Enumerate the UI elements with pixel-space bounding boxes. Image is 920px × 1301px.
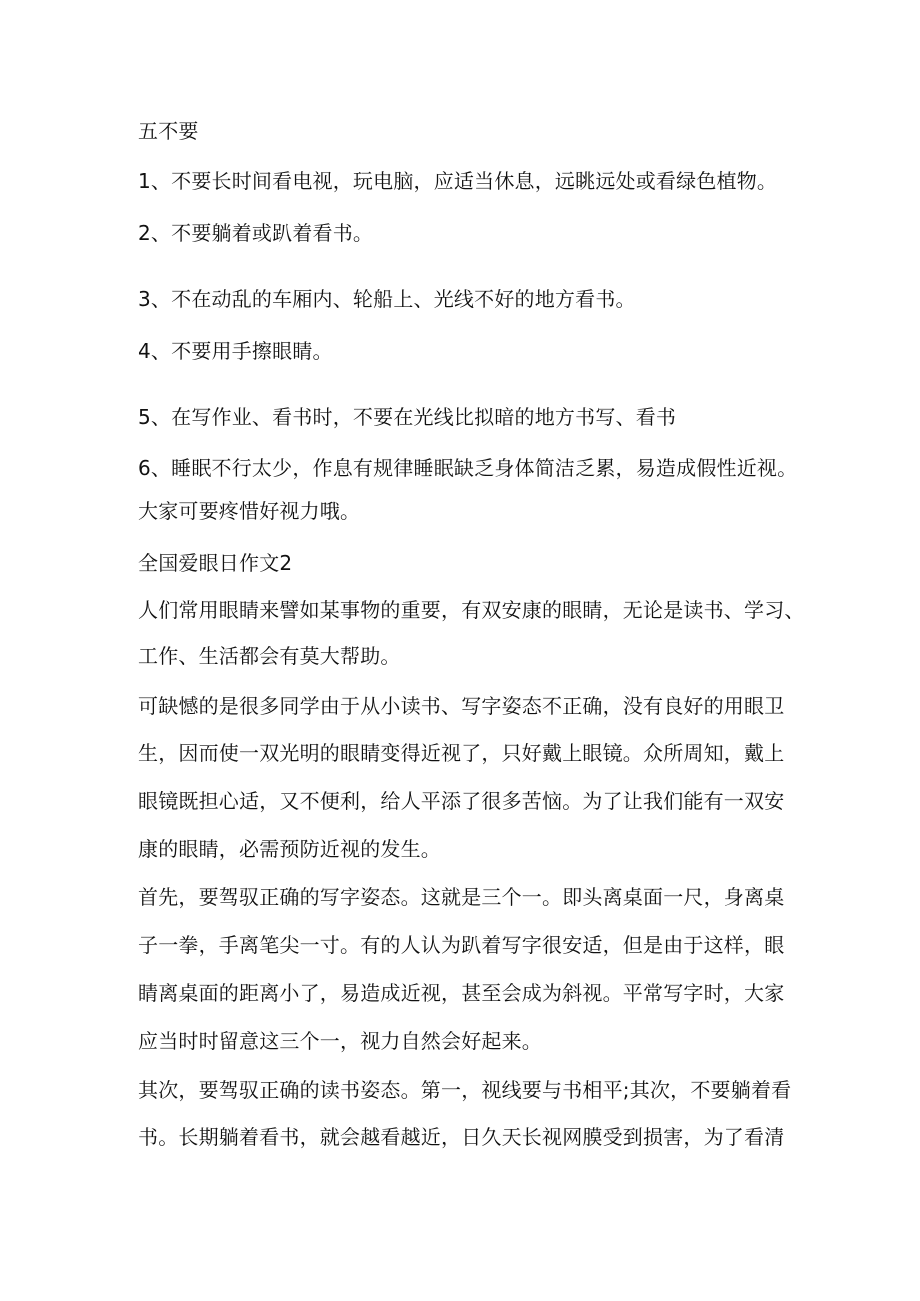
paragraph-line: 应当时时留意这三个一，视力自然会好起来。 — [138, 1029, 542, 1053]
paragraph-line: 睛离桌面的距离小了，易造成近视，甚至会成为斜视。平常写字时，大家 — [138, 981, 785, 1005]
list-item: 5、在写作业、看书时，不要在光线比拟暗的地方书写、看书 — [138, 405, 677, 429]
list-item: 4、不要用手擦眼睛。 — [138, 339, 333, 363]
paragraph-line: 可缺憾的是很多同学由于从小读书、写字姿态不正确，没有良好的用眼卫 — [138, 694, 785, 718]
paragraph-line: 人们常用眼睛来譬如某事物的重要，有双安康的眼睛，无论是读书、学习、 — [138, 598, 805, 622]
list-item: 1、不要长时间看电视，玩电脑，应适当休息，远眺远处或看绿色植物。 — [138, 169, 778, 193]
paragraph-line: 生，因而使一双光明的眼睛变得近视了，只好戴上眼镜。众所周知，戴上 — [138, 741, 785, 765]
paragraph-line: 其次，要驾驭正确的读书姿态。第一，视线要与书相平;其次，不要躺着看 — [138, 1078, 792, 1102]
paragraph-line: 子一拳，手离笔尖一寸。有的人认为趴着写字很安适，但是由于这样，眼 — [138, 933, 785, 957]
section-heading: 五不要 — [138, 119, 199, 143]
paragraph-line: 工作、生活都会有莫大帮助。 — [138, 644, 401, 668]
list-item: 2、不要躺着或趴着看书。 — [138, 221, 374, 245]
essay-title: 全国爱眼日作文2 — [138, 551, 293, 575]
paragraph-line: 眼镜既担心适，又不便利，给人平添了很多苦恼。为了让我们能有一双安 — [138, 789, 785, 813]
paragraph-line: 康的眼睛，必需预防近视的发生。 — [138, 837, 441, 861]
list-item: 3、不在动乱的车厢内、轮船上、光线不好的地方看书。 — [138, 287, 636, 311]
paragraph-line: 大家可要疼惜好视力哦。 — [138, 499, 361, 523]
paragraph-line: 首先，要驾驭正确的写字姿态。这就是三个一。即头离桌面一尺，身离桌 — [138, 885, 785, 909]
paragraph-line: 书。长期躺着看书，就会越看越近，日久天长视网膜受到损害，为了看清 — [138, 1125, 785, 1149]
list-item: 6、睡眠不行太少，作息有规律睡眠缺乏身体简洁乏累，易造成假性近视。 — [138, 456, 798, 480]
